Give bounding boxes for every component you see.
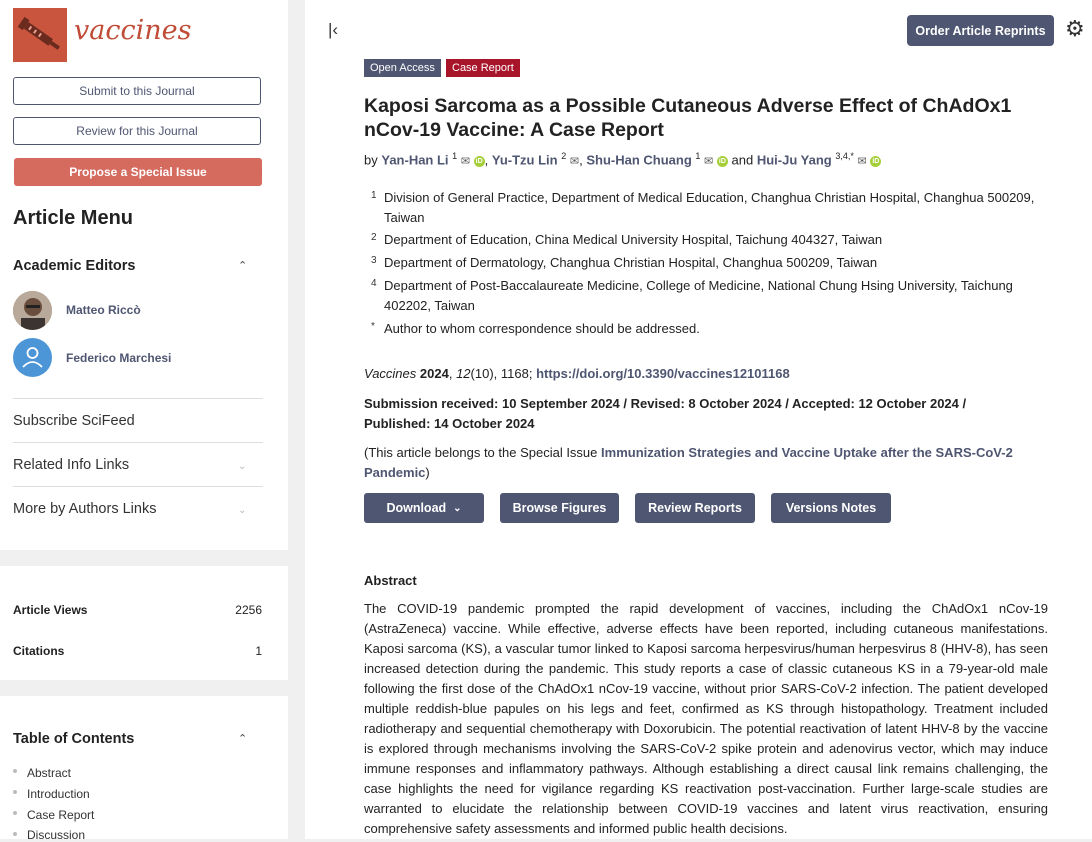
related-info-links[interactable]: Related Info Links — [13, 457, 130, 473]
affiliation-text: Department of Dermatology, Changhua Christian Hospital, Changhua 500209, Taiwan — [384, 255, 878, 270]
abstract-title: Abstract — [364, 573, 417, 588]
abstract-text: The COVID-19 pandemic prompted the rapid development of vaccines, including the ChAdOx1 nCov-19 (AstraZeneca) vaccine. While effective, adverse effects have been reported, including cutaneous manifestations. Kaposi sarcoma (KS), a vascular tumor linked to Kaposi sarcoma herpesvirus/human herpesvirus 8 (HHV-8), has seen increased detection during the pandemic. This study reports a case of classic cutaneous KS in a 79-year-old male following the first dose of the ChAdOx1 nCov-19 vaccine, without prior SARS-CoV-2 infection. The patient developed multiple reddish-blue papules on his legs and feet, confirmed as KS through histopathology. Treatment included radiotherapy and sequential chemotherapy with Doxorubicin. The potential reactivation of latent HHV-8 by the vaccine is explored through mechanisms involving the SARS-CoV-2 spike protein and adenovirus vector, which may induce immune responses and inflammatory pathways. Although establishing a direct causal link remains challenging, the case highlights the need for vigilance regarding KS reactivation post-vaccination. Further large-scale studies are warranted to elucidate the relationship between COVID-19 vaccines and latent virus reactivation, ensuring comprehensive safety assessments and informed public health decisions. — [364, 601, 1048, 836]
by-label: by — [364, 152, 378, 168]
article-dates: Submission received: 10 September 2024 / Revised: 8 October 2024 / Accepted: 12 October 2024 / Published: 14 October 2024 — [364, 396, 967, 431]
divider — [13, 442, 263, 443]
citations-label: Citations — [13, 644, 65, 658]
journal-name[interactable]: vaccines — [74, 15, 192, 46]
sidebar — [0, 0, 288, 842]
special-issue-link[interactable]: Immunization Strategies and Vaccine Uptake after the SARS-CoV-2 Pandemic — [364, 445, 1013, 480]
editor-photo — [13, 291, 52, 330]
doi-link[interactable]: https://doi.org/10.3390/vaccines12101168 — [536, 366, 790, 381]
affiliation-text: Department of Education, China Medical University Hospital, Taichung 404327, Taiwan — [384, 232, 883, 247]
propose-special-issue-button[interactable]: Propose a Special Issue — [14, 158, 262, 186]
mail-icon[interactable]: ✉ — [460, 155, 471, 168]
open-access-badge[interactable]: Open Access — [364, 59, 441, 77]
affiliation-number: 3 — [371, 255, 377, 266]
divider — [13, 486, 263, 487]
orcid-icon[interactable]: iD — [475, 158, 483, 166]
affiliation-number: 2 — [371, 232, 377, 243]
article-main — [305, 0, 1092, 839]
bullet — [13, 811, 17, 815]
user-avatar-icon — [13, 338, 52, 377]
bullet — [13, 832, 17, 836]
affiliation-number: * — [371, 321, 375, 332]
and-label: and — [731, 152, 754, 168]
toc-item-case-report[interactable]: Case Report — [27, 808, 95, 822]
mail-icon[interactable]: ✉ — [569, 155, 580, 168]
citation-line: Vaccines 2024, 12(10), 1168; https://doi.org/10.3390/vaccines12101168 — [364, 366, 790, 381]
author-sup-1: 1 — [452, 151, 458, 161]
author-sup-4: 3,4,* — [835, 151, 854, 161]
mail-icon[interactable]: ✉ — [704, 155, 714, 168]
toc-title[interactable]: Table of Contents — [13, 731, 135, 747]
submit-journal-button[interactable]: Submit to this Journal — [13, 77, 261, 105]
more-by-authors-links[interactable]: More by Authors Links — [13, 501, 157, 517]
chevron-down-icon[interactable]: ⌄ — [238, 461, 247, 472]
chevron-down-icon[interactable]: ⌄ — [238, 505, 247, 516]
orcid-icon[interactable]: iD — [872, 158, 880, 166]
toc-item-introduction[interactable]: Introduction — [27, 787, 90, 801]
citation-volume: 12 — [456, 366, 471, 381]
metrics-card — [0, 566, 288, 680]
author-sup-2: 2 — [561, 151, 567, 161]
chevron-up-icon[interactable]: ⌃ — [238, 260, 248, 272]
author-sup-3: 1 — [695, 151, 701, 161]
journal-logo[interactable] — [13, 8, 67, 62]
versions-notes-button[interactable]: Versions Notes — [771, 493, 891, 523]
editor-name-1[interactable]: Matteo Riccò — [66, 303, 141, 317]
citations-value: 1 — [255, 644, 262, 658]
author-name-3[interactable]: Shu-Han Chuang — [586, 152, 692, 168]
article-menu-title: Article Menu — [13, 207, 134, 229]
subscribe-scifeed-link[interactable]: Subscribe SciFeed — [13, 413, 135, 429]
article-menu-card — [0, 0, 288, 550]
divider — [13, 398, 263, 399]
author-name-1[interactable]: Yan-Han Li — [381, 152, 449, 168]
table-of-contents-card — [0, 696, 288, 842]
browse-figures-button[interactable]: Browse Figures — [500, 493, 619, 523]
chevron-down-icon: ⌄ — [453, 502, 462, 514]
case-report-badge: Case Report — [446, 59, 520, 77]
special-issue-prefix: (This article belongs to the Special Issue — [364, 445, 598, 460]
article-title: Kaposi Sarcoma as a Possible Cutaneous Adverse Effect of ChAdOx1 nCov-19 Vaccine: A Case Report — [364, 95, 1012, 141]
syringe-logo-icon — [13, 8, 67, 62]
special-issue-suffix: ) — [425, 465, 430, 480]
citation-year: 2024 — [419, 366, 449, 381]
author-name-4[interactable]: Hui-Ju Yang — [756, 152, 832, 168]
bullet — [13, 790, 17, 794]
mail-icon[interactable]: ✉ — [857, 155, 867, 168]
affiliation-text: Author to whom correspondence should be addressed. — [384, 321, 700, 336]
collapse-sidebar-icon[interactable]: |‹ — [328, 20, 339, 39]
special-issue-note — [364, 443, 1044, 483]
order-reprints-button[interactable]: Order Article Reprints — [907, 15, 1054, 46]
review-journal-button[interactable]: Review for this Journal — [13, 117, 261, 145]
citation-journal: Vaccines — [364, 366, 417, 381]
article-views-label: Article Views — [13, 603, 88, 617]
download-label: Download — [386, 501, 447, 515]
toc-item-abstract[interactable]: Abstract — [27, 766, 72, 780]
affiliation-number: 1 — [371, 190, 377, 201]
editor-name-2[interactable]: Federico Marchesi — [66, 351, 172, 365]
chevron-up-icon[interactable]: ⌃ — [238, 733, 248, 745]
affiliation-number: 4 — [371, 278, 377, 289]
gear-icon[interactable]: ⚙ — [1065, 16, 1085, 41]
citation-issue-pages: (10), 1168; — [470, 366, 533, 381]
article-views-value: 2256 — [235, 603, 262, 617]
author-name-2[interactable]: Yu-Tzu Lin — [491, 152, 558, 168]
review-reports-button[interactable]: Review Reports — [635, 493, 755, 523]
academic-editors-title[interactable]: Academic Editors — [13, 258, 136, 274]
orcid-icon[interactable]: iD — [718, 158, 726, 166]
toc-item-discussion[interactable]: Discussion — [27, 828, 86, 842]
bullet — [13, 769, 17, 773]
affiliation-text: Department of Post-Baccalaureate Medicine, College of Medicine, National Chung Hsing University, Taichung 402202, Taiwan — [384, 278, 1013, 313]
download-button[interactable] — [364, 493, 484, 523]
author-line: by Yan-Han Li $^1$ ✉ iD , Yu-Tzu Lin $^2$ ✉, Shu-Han Chuang $^1$ ✉ iD and Hui-Ju Yang $^{3,4,*}$ ✉ iD — [364, 151, 880, 168]
affiliation-text: Division of General Practice, Department of Medical Education, Changhua Christian Hospital, Changhua 500209, Taiwan — [384, 190, 1035, 225]
